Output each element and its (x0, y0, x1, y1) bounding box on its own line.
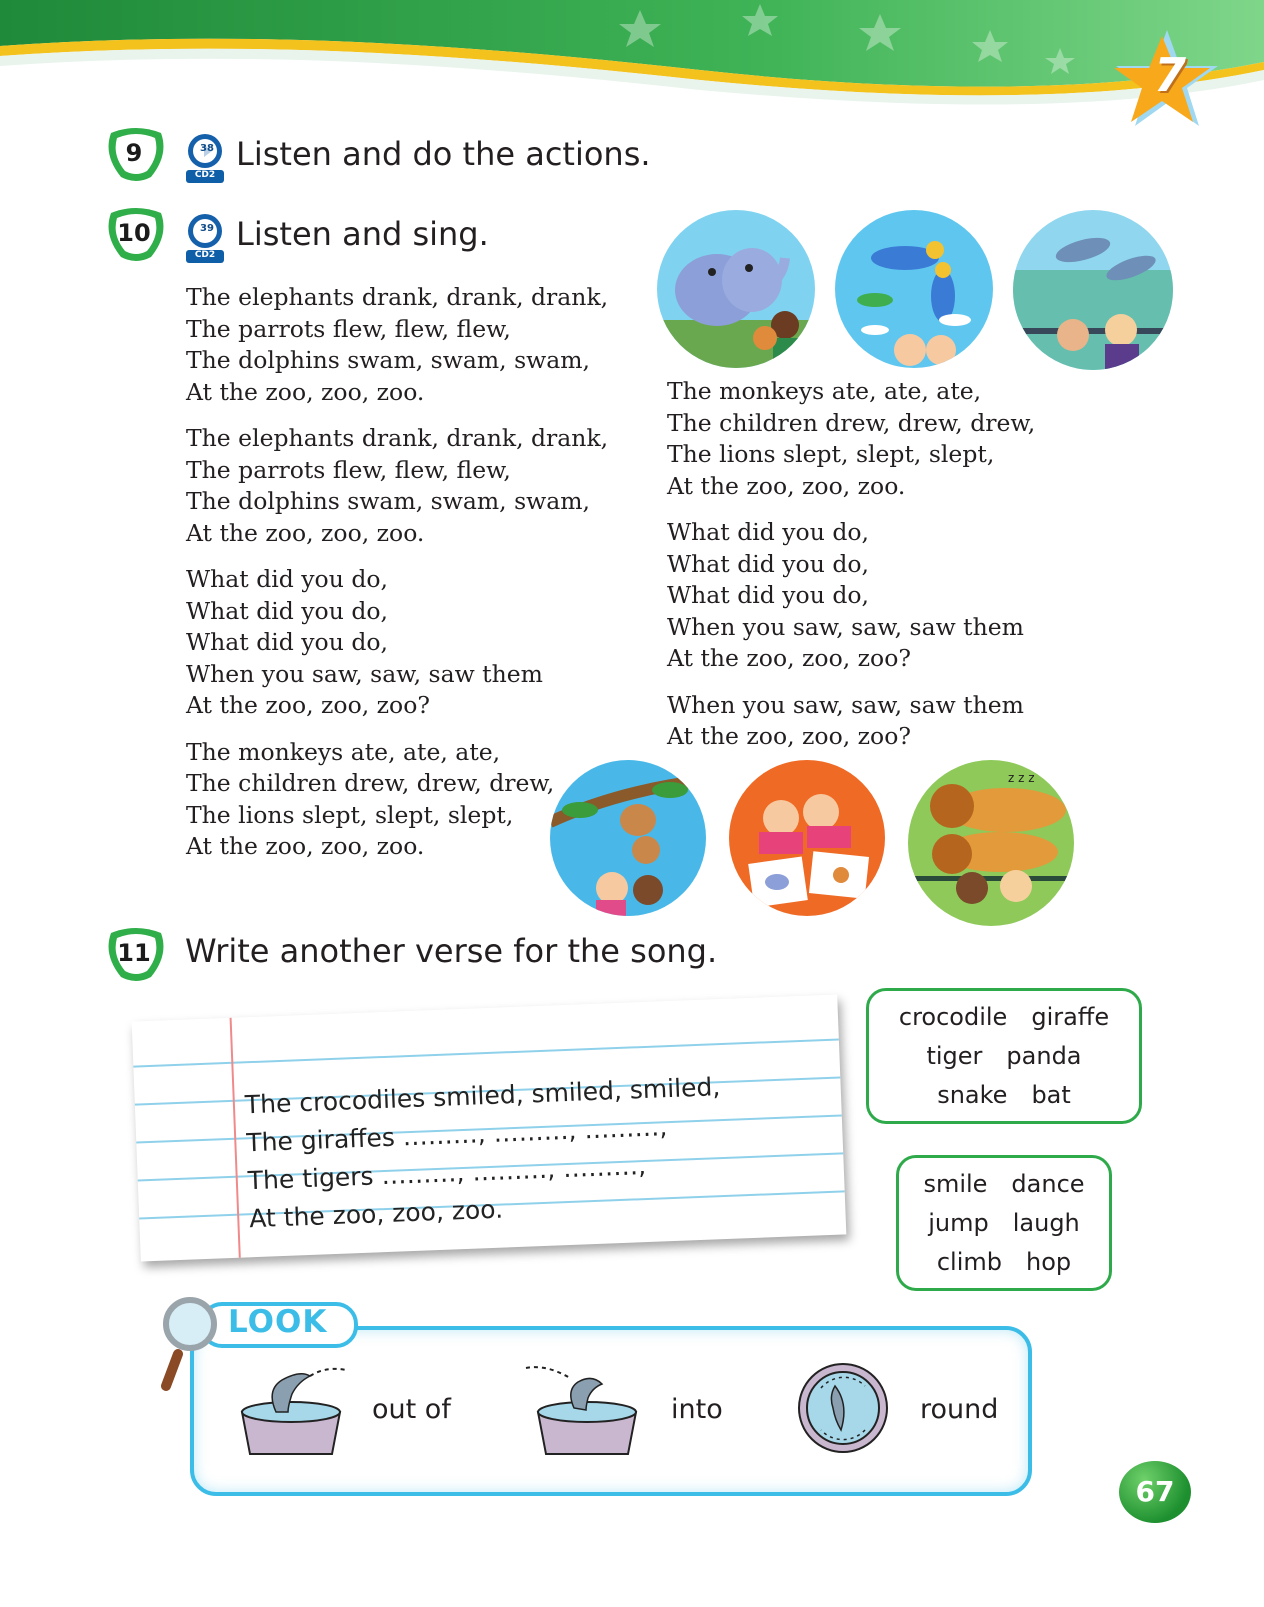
lyric-line: What did you do, (667, 518, 869, 546)
lyric-line: The elephants drank, drank, drank, (186, 283, 609, 311)
song-stanza (186, 423, 608, 549)
svg-text:z z z: z z z (1008, 771, 1035, 785)
top-banner (0, 0, 1264, 150)
lyric-line: The monkeys ate, ate, ate, (186, 737, 501, 766)
lyric-line: When you saw, saw, saw them (186, 659, 543, 688)
word: snake (937, 1081, 1008, 1109)
lyric-line: The dolphins swam, swam, swam, (186, 487, 591, 515)
word: jump (928, 1209, 989, 1237)
lyric-line: The parrots flew, flew, flew, (186, 314, 511, 343)
lions-illustration (908, 760, 1074, 926)
exercise-11-title: Write another verse for the song. (185, 932, 718, 970)
dolphins-illustration (1013, 210, 1173, 370)
lyric-line: What did you do, (667, 549, 869, 578)
audio-track-38-icon[interactable]: 38 CD2 (184, 132, 228, 190)
word: hop (1026, 1248, 1072, 1276)
lyric-line: What did you do, (186, 565, 388, 593)
lyric-line: The parrots flew, flew, flew, (186, 455, 511, 484)
song-stanza (667, 690, 1035, 753)
word: smile (923, 1170, 988, 1198)
look-word-round: round (920, 1394, 999, 1425)
lyric-line: The children drew, drew, drew, (186, 769, 555, 797)
action-word-box (896, 1155, 1112, 1291)
lyric-line: The lions slept, slept, slept, (186, 800, 514, 829)
children-drawing-illustration (729, 760, 885, 916)
lyric-line: The children drew, drew, drew, (667, 408, 1036, 437)
dolphin-into-tub-icon (522, 1360, 642, 1460)
lyric-line: What did you do, (186, 596, 388, 625)
song-stanza (667, 517, 1035, 675)
look-label: LOOK (228, 1304, 328, 1340)
lyric-line: The elephants drank, drank, drank, (186, 424, 609, 452)
lyric-line: At the zoo, zoo, zoo? (667, 722, 911, 750)
monkeys-illustration (550, 760, 706, 916)
elephants-illustration (657, 210, 815, 368)
song-stanza (667, 376, 1035, 502)
song-stanza (186, 737, 608, 863)
verse-lines (244, 1068, 725, 1238)
word: tiger (926, 1042, 983, 1070)
lyric-line: The dolphins swam, swam, swam, (186, 346, 591, 374)
unit-number: 7 (1153, 48, 1186, 102)
exercise-9-title: Listen and do the actions. (236, 135, 651, 173)
lined-paper (132, 995, 847, 1262)
song-lyrics-right (667, 376, 1035, 768)
exercise-10-title: Listen and sing. (236, 215, 489, 253)
magnifying-glass-icon (160, 1296, 222, 1392)
lyric-line: What did you do, (186, 628, 388, 656)
dolphin-round-pool-icon (795, 1360, 891, 1456)
word: laugh (1012, 1209, 1080, 1237)
lyric-line: When you saw, saw, saw them (667, 612, 1024, 641)
song-lyrics-left (186, 282, 608, 878)
lyric-line: At the zoo, zoo, zoo. (186, 377, 425, 406)
lyric-line: The monkeys ate, ate, ate, (667, 377, 982, 405)
lyric-line: At the zoo, zoo, zoo. (186, 518, 425, 547)
page-number: 67 (1119, 1461, 1191, 1523)
lyric-line: At the zoo, zoo, zoo? (667, 644, 911, 672)
word: bat (1031, 1081, 1071, 1109)
lyric-line: At the zoo, zoo, zoo. (667, 471, 906, 500)
exercise-11-badge: 11 (103, 925, 169, 983)
paper-rule (133, 1039, 839, 1068)
lyric-line: At the zoo, zoo, zoo? (186, 691, 430, 719)
lyric-line: What did you do, (667, 581, 869, 609)
verse-line: The tigers ………, ………, ………, (247, 1151, 647, 1196)
lyric-line: The lions slept, slept, slept, (667, 440, 995, 468)
audio-track-39-icon[interactable]: 39 CD2 (184, 212, 228, 270)
verse-line: The crocodiles smiled, smiled, smiled, (244, 1072, 721, 1120)
word: dance (1011, 1170, 1085, 1198)
verse-line: The giraffes ………, ………, ………, (245, 1112, 668, 1158)
parrots-illustration (835, 210, 993, 368)
look-word-out-of: out of (372, 1394, 451, 1425)
dolphin-out-of-tub-icon (236, 1360, 348, 1460)
lyric-line: When you saw, saw, saw them (667, 690, 1024, 719)
verse-line: At the zoo, zoo, zoo. (248, 1194, 504, 1234)
song-stanza (186, 282, 608, 408)
word: crocodile (898, 1003, 1008, 1031)
exercise-10-badge: 10 (103, 205, 169, 263)
animal-word-box (866, 988, 1142, 1124)
word: panda (1006, 1042, 1082, 1070)
song-stanza (186, 564, 608, 722)
word: climb (936, 1248, 1002, 1276)
word: giraffe (1031, 1003, 1110, 1031)
look-word-into: into (671, 1394, 723, 1425)
lyric-line: At the zoo, zoo, zoo. (186, 832, 425, 860)
exercise-9-badge: 9 (103, 125, 169, 183)
